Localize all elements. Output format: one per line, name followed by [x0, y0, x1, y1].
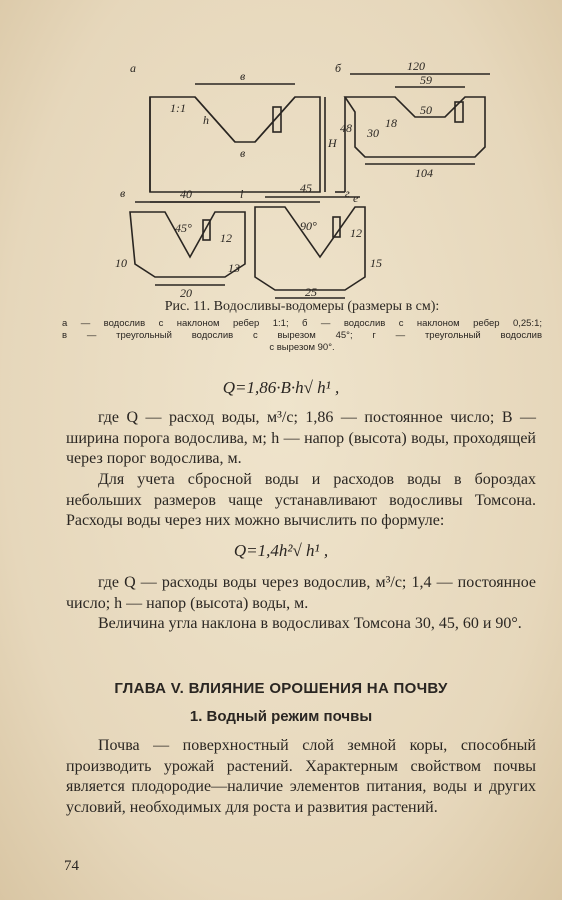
label-v-2: 12 — [220, 231, 232, 245]
paragraph-4: Величина угла наклона в водосливах Томсона 30, 45, 60 и 90°. — [98, 615, 522, 632]
label-b-0: 120 — [407, 59, 425, 73]
label-v-3: 10 — [115, 256, 127, 270]
label-v-1: 45° — [175, 221, 192, 235]
formula-thomson: Q=1,4h²√ h¹ , — [233, 541, 329, 560]
label-b-1: 59 — [420, 73, 432, 87]
label-a-3: в — [240, 146, 246, 160]
chapter-title: ГЛАВА V. ВЛИЯНИЕ ОРОШЕНИЯ НА ПОЧВУ — [114, 680, 448, 697]
label-b-4: 30 — [367, 126, 379, 140]
weir-diagrams — [95, 52, 515, 302]
paragraph-2: Для учета сбросной воды и расходов воды в бороздах небольших размеров чаще устанавливают водосливы Томсона. Расходы воды через них можно вычислить по формуле: — [66, 471, 536, 529]
label-a-2: h — [203, 113, 209, 127]
formula-weir: Q=1,86·B·h√ h¹ , — [222, 378, 340, 397]
paragraph-5: Почва — поверхностный слой земной коры, способный производить урожай растений. Характерным свойством почвы является плодородие—наличие элементов питания, воды и других условий, необходимых для роста и развития растений. — [66, 737, 536, 816]
figure-caption: Рис. 11. Водосливы-водомеры (размеры в см): — [164, 299, 440, 314]
label-b-5: 18 — [385, 116, 397, 130]
label-a-5: l — [240, 187, 244, 201]
panel-letter-v: в — [120, 186, 126, 200]
label-g-1: 90° — [300, 219, 317, 233]
label-g-3: 15 — [370, 256, 382, 270]
section-title: 1. Водный режим почвы — [189, 708, 373, 725]
paragraph-3: где Q — расходы воды через водослив, м³/с; 1,4 — постоянное число; h — напор (высота) воды, м. — [66, 574, 536, 612]
label-g-4: 25 — [305, 285, 317, 299]
label-b-6: 104 — [415, 166, 433, 180]
legend-line: с вырезом 90°. — [269, 342, 335, 353]
label-v-4: 20 — [180, 286, 192, 300]
label-v-5: 13 — [228, 261, 240, 275]
paragraph-1: где Q — расход воды, м³/с; 1,86 — постоянное число; B — ширина порога водослива, м; h — напор (высота) воды, проходящей через порог водослива, м. — [66, 409, 536, 467]
weir-figure — [95, 52, 515, 302]
label-g-0: 45 — [300, 181, 312, 195]
label-g-2: 12 — [350, 226, 362, 240]
label-v-0: 40 — [180, 187, 192, 201]
label-a-1: 1:1 — [170, 101, 186, 115]
legend-line: а — водослив с наклоном ребер 1:1; б — водослив с наклоном ребер 0,25:1; — [62, 318, 542, 329]
label-a-4: Н — [328, 136, 337, 150]
panel-letter-b: б — [335, 61, 342, 75]
label-a-6: е — [353, 191, 359, 205]
panel-letter-g: г — [345, 186, 350, 200]
legend-line: в — треугольный водослив с вырезом 45°; г — треугольный водослив — [62, 330, 542, 341]
panel-letter-a: а — [130, 61, 136, 75]
figure-legend — [62, 318, 542, 354]
page-number: 74 — [64, 858, 79, 874]
label-b-2: 50 — [420, 103, 432, 117]
label-a-0: в — [240, 69, 246, 83]
label-b-3: 48 — [340, 121, 352, 135]
